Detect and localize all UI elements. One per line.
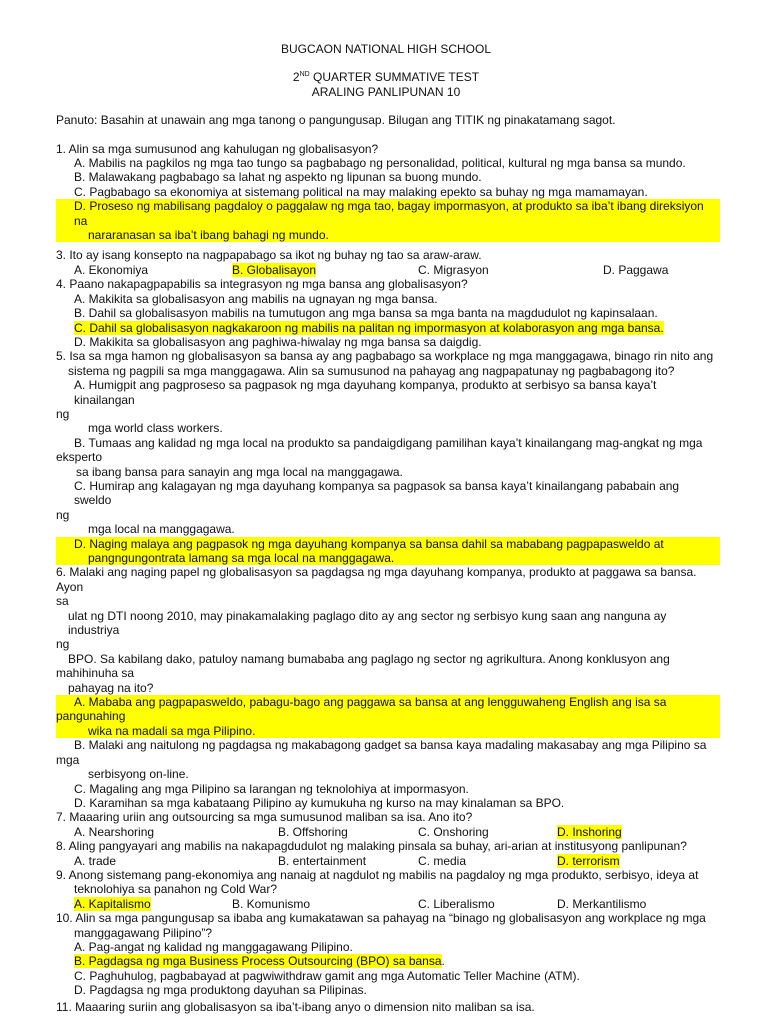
question-stem: 8. Aling pangyayari ang mabilis na nakapagdudulot ng malaking pinsala sa buhay, ari-arian at institusyong panlipunan? — [56, 839, 687, 854]
choice-a-line1: A. Humigpit ang pagproseso sa pagpasok ng mga dayuhang kompanya, produkto at serbisyo sa bansa kaya’t kinailangan — [74, 378, 657, 407]
question-stem-line2: teknolohiya sa panahon ng Cold War? — [74, 882, 278, 897]
choice-a: A. Pag-angat ng kalidad ng manggagawang Pilipino. — [74, 939, 353, 954]
question-1 — [56, 142, 716, 243]
question-7 — [56, 810, 716, 839]
choice-d-highlighted: D. Inshoring — [557, 824, 622, 839]
choice-d: D. Karamihan sa mga kabataang Pilipino ay kumukuha ng kurso na may kinalaman sa BPO. — [74, 795, 565, 810]
choice-b: B. Dahil sa globalisasyon mabilis na tumutugon ang mga bansa sa mga banta na magdudulot ng kapinsalaan. — [74, 306, 658, 321]
question-stem-line1: 5. Isa sa mga hamon ng globalisasyon sa bansa ay ang pagbabago sa workplace ng mga manggagawa, binago rin nito ang — [56, 349, 714, 364]
choices-row — [56, 825, 716, 839]
question-stem-line1: 10. Alin sa mga pangungusap sa ibaba ang kumakatawan sa pahayag na “binago ng globalisasyon ang workplace ng mga — [56, 911, 706, 926]
question-4 — [56, 277, 716, 349]
choice-a-line3: wika na madali sa mga Pilipino. — [88, 723, 256, 738]
choice-d-line1: D. Naging malaya ang pagpasok ng mga dayuhang kompanya sa bansa dahil sa mababang pagpapasweldo at — [74, 536, 664, 551]
choice-d: D. Pagdagsa ng mga produktong dayuhan sa Pilipinas. — [74, 983, 367, 998]
choice-b: B. entertainment — [278, 853, 367, 868]
choice-c: C. Liberalismo — [418, 896, 495, 911]
question-stem: 3. Ito ay isang konsepto na nagpapabago sa ikot ng buhay ng tao sa araw-araw. — [56, 248, 482, 263]
choice-c: C. Migrasyon — [418, 262, 489, 277]
test-title — [56, 70, 716, 84]
choice-d-line2: nararanasan sa iba’t ibang bahagi ng mundo. — [88, 228, 329, 243]
question-stem-line1: 6. Malaki ang naging papel ng globalisasyon sa pagdagsa ng mga dayuhang kompanya, produkto at paggawa sa bansa. Ayon — [56, 565, 697, 594]
choice-b-line1: B. Malaki ang naitulong ng pagdagsa ng makabagong gadget sa bansa kaya madaling makasabay ang mga Pilipino sa — [74, 738, 707, 753]
question-stem-line7: pahayag na ito? — [68, 680, 154, 695]
question-stem-line6: mahihinuha sa — [56, 666, 135, 681]
choice-b-period: . — [441, 954, 445, 969]
test-title-ordinal: ND — [299, 71, 310, 79]
choice-b-highlighted: B. Globalisayon — [232, 262, 317, 277]
choice-d-line1: D. Proseso ng mabilisang pagdaloy o paggalaw ng mga tao, bagay impormasyon, at produkto sa iba’t ibang direksiyon na — [74, 199, 704, 228]
question-stem-line3: ulat ng DTI noong 2010, may pinakamalaking paglago dito ay ang sector ng serbisyo kung saan ang nanguna ay industriya — [68, 608, 667, 638]
choice-a-line2: ng — [56, 406, 70, 421]
question-5 — [56, 349, 716, 565]
choice-a-highlighted: A. Kapitalismo — [74, 896, 151, 911]
choices-row — [56, 854, 716, 868]
test-title-text: QUARTER SUMMATIVE TEST — [309, 70, 480, 85]
choice-b-line3: sa ibang bansa para sanayin ang mga local na manggagawa. — [76, 464, 403, 479]
question-11 — [56, 1000, 716, 1014]
school-name: BUGCAON NATIONAL HIGH SCHOOL — [280, 42, 492, 56]
choice-c-line1: C. Humirap ang kalagayan ng mga dayuhang kompanya sa pagpasok sa bansa kaya’t kinailangang pababain ang sweldo — [74, 478, 680, 508]
choice-b-line2: mga — [56, 752, 80, 767]
choice-a: A. Nearshoring — [74, 824, 155, 839]
question-stem-line2: sistema ng pagpili sa mga manggagawa. Alin sa sumusunod na pahayag ang nagpapatunay ng pagbabagong ito? — [68, 363, 675, 378]
choice-b-line1: B. Tumaas ang kalidad ng mga local na produkto sa pandaigdigang pamilihan kaya’t kinailangang mag-angkat ng mga — [74, 435, 703, 450]
choice-c: C. Paghuhulog, pagbabayad at pagwiwithdraw gamit ang mga Automatic Teller Machine (ATM). — [74, 968, 580, 983]
choice-b-line2: eksperto — [56, 450, 103, 465]
question-stem: 1. Alin sa mga sumusunod ang kahulugan ng globalisasyon? — [56, 141, 379, 156]
choice-d: D. Merkantilismo — [557, 896, 647, 911]
choice-a-line3: mga world class workers. — [88, 421, 223, 436]
choice-d: D. Paggawa — [603, 262, 669, 277]
choice-a: A. Makikita sa globalisasyon ang mabilis na ugnayan ng mga bansa. — [74, 291, 438, 306]
instructions: Panuto: Basahin at unawain ang mga tanong o pangungusap. Bilugan ang TITIK ng pinakatamang sagot. — [56, 113, 616, 128]
choice-d-highlighted: D. terrorism — [557, 853, 620, 868]
test-title-number: 2 — [292, 70, 300, 85]
subject-title: ARALING PANLIPUNAN 10 — [311, 84, 461, 99]
choices-row — [56, 897, 716, 911]
choice-c: C. Magaling ang mga Pilipino sa larangan ng teknolohiya at impormasyon. — [74, 781, 469, 796]
choice-c-line2: ng — [56, 507, 70, 522]
question-stem: 4. Paano nakapagpapabilis sa integrasyon ng mga bansa ang globalisasyon? — [56, 277, 468, 292]
choice-c-line3: mga local na manggagawa. — [88, 522, 235, 537]
question-6 — [56, 565, 716, 810]
choice-d-line2: pangngungontrata lamang sa mga local na manggagawa. — [88, 551, 395, 565]
choice-c: C. Onshoring — [418, 824, 489, 839]
question-3 — [56, 248, 716, 277]
choice-b-highlighted: B. Pagdagsa ng mga Business Process Outsourcing (BPO) sa bansa — [74, 954, 442, 969]
choice-d: D. Makikita sa globalisasyon ang paghiwa-hiwalay ng mga bansa sa daigdig. — [74, 334, 482, 349]
choice-d-highlighted — [56, 199, 720, 242]
choice-b: B. Malawakang pagbabago sa lahat ng aspekto ng lipunan sa buong mundo. — [74, 170, 482, 185]
choice-a-line2: pangunahing — [56, 709, 126, 724]
choice-a: A. trade — [74, 853, 117, 868]
choice-d-highlighted — [56, 537, 720, 566]
question-stem: 7. Maaaring uriin ang outsourcing sa mga sumusunod maliban sa isa. Ano ito? — [56, 810, 473, 825]
choice-b: B. Komunismo — [232, 896, 311, 911]
choice-c-highlighted: C. Dahil sa globalisasyon nagkakaroon ng mabilis na palitan ng impormasyon at kolaborasyon ang mga bansa. — [74, 320, 664, 335]
choice-a-highlighted — [56, 695, 720, 738]
question-stem-line2: manggagawang Pilipino”? — [74, 925, 213, 940]
question-stem-line5: BPO. Sa kabilang dako, patuloy namang bumababa ang paglago ng sector ng agrikultura. Anong konklusyon ang — [68, 651, 670, 666]
question-stem-line2: sa — [56, 594, 69, 609]
question-stem-line1: 9. Anong sistemang pang-ekonomiya ang nanaig at nagdulot ng mabilis na pagdaloy ng mga produkto, serbisyo, ideya at — [56, 867, 699, 882]
choice-b-line3: serbisyong on-line. — [88, 767, 189, 782]
choice-b: B. Offshoring — [278, 824, 348, 839]
choice-a: A. Ekonomiya — [74, 262, 149, 277]
question-stem: 11. Maaaring suriin ang globalisasyon sa iba’t-ibang anyo o dimension nito maliban sa isa. — [56, 999, 535, 1014]
choice-a-line1: A. Mababa ang pagpapasweldo, pabagu-bago ang paggawa sa bansa at ang lengguwaheng English ang isa sa — [74, 695, 667, 710]
question-stem-line4: ng — [56, 637, 70, 652]
question-9 — [56, 868, 716, 911]
choices-row — [56, 263, 716, 277]
choice-a: A. Mabilis na pagkilos ng mga tao tungo sa pagbabago ng personalidad, political, kultural ng mga bansa sa mundo. — [74, 156, 686, 171]
question-8 — [56, 839, 716, 868]
choice-c: C. Pagbabago sa ekonomiya at sistemang political na may malaking epekto sa buhay ng mga mamamayan. — [74, 184, 648, 199]
test-page — [56, 42, 716, 1014]
choice-c: C. media — [418, 853, 467, 868]
question-10 — [56, 911, 716, 997]
